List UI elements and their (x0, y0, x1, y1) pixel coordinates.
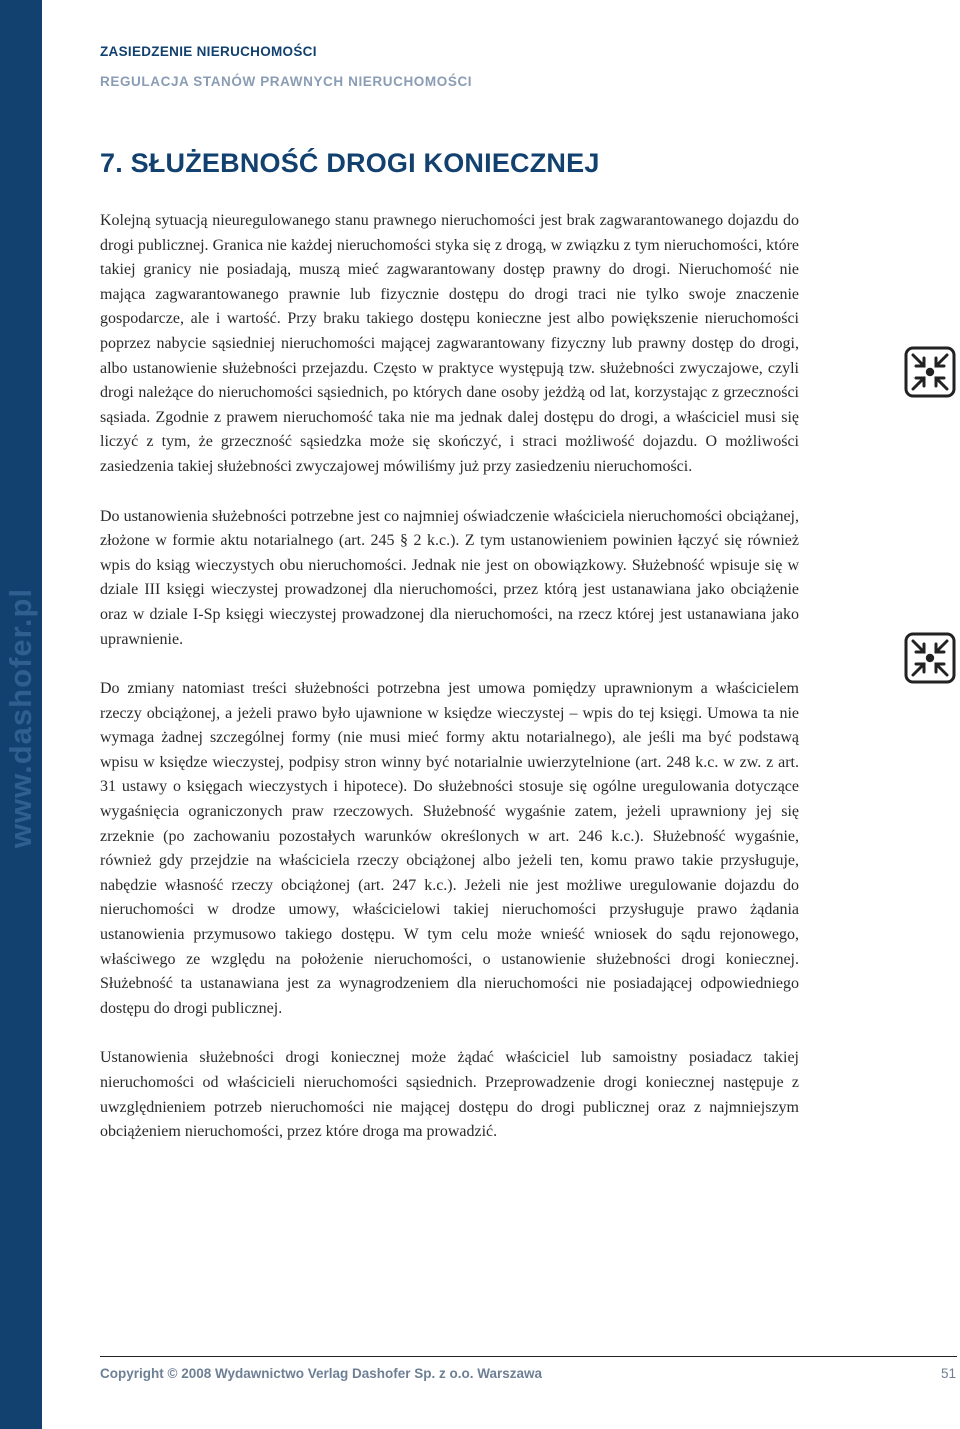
sidebar-band (0, 0, 42, 1429)
body-text (100, 209, 799, 1170)
sidebar-watermark: www.dashofer.pl (3, 587, 38, 849)
paragraph-4: Ustanowienia służebności drogi koniecznej może żądać właściciel lub samoistny posiadacz takiej nieruchomości od właścicieli nieruchomości sąsiednich. Przeprowadzenie drogi koniecznej następuje z uwzględnieniem potrzeb nieruchomości nie mającej dostępu do drogi publicznej oraz z najmniejszym obciążeniem nieruchomości, przez które droga ma prowadzić. (100, 1049, 799, 1141)
paragraph-1: Kolejną sytuacją nieuregulowanego stanu prawnego nieruchomości jest brak zagwarantowanego dojazdu do drogi publicznej. Granica nie każdej nieruchomości styka się z drogą, w związku z tym nieruchomości, które takiej granicy nie posiadają, muszą mieć zagwarantowany dostęp prawny do drogi. Nieruchomość nie mająca zagwarantowanego prawnie lub fizycznie dostępu do drogi traci nie tylko swoje znaczenie gospodarcze, ale i wartość. Przy braku takiego dostępu konieczne jest albo powiększenie nieruchomości poprzez nabycie sąsiedniej nieruchomości mającej zagwarantowany fizyczny lub prawny dostęp do drogi, albo ustanowienie służebności przejazdu. Często w praktyce występują tzw. służebności zwyczajowe, czyli drogi należące do nieruchomości sąsiednich, po których dane osoby jeżdżą od lat, korzystając z grzeczności sąsiada. Zgodnie z prawem nieruchomość taka nie ma jednak dalej dostępu do drogi, a właściciel musi się liczyć z tym, że grzeczność sąsiedzka może się skończyć, i straci możliwość dojazdu. O możliwości zasiedzenia takiej służebności zwyczajowej mówiliśmy już przy zasiedzeniu nieruchomości. (100, 212, 799, 475)
page-number: 51 (940, 1366, 956, 1381)
paragraph-2: Do ustanowienia służebności potrzebne jest co najmniej oświadczenie właściciela nieruchomości obciążanej, złożone w formie aktu notarialnego (art. 245 § 2 k.c.). Z tym ustanowieniem powinien łączyć się również wpis do ksiąg wieczystych obu nieruchomości. Jednak nie jest on obowiązkowy. Służebność wpisuje się w dziale III księgi wieczystej prowadzonej dla nieruchomości, przez którą jest ustanawiana jako obciążenie oraz w dziale I-Sp księgi wieczystej prowadzonej dla nieruchomości, na rzecz której jest ustanawiana jako uprawnienie. (100, 507, 799, 648)
footer-copyright: Copyright © 2008 Wydawnictwo Verlag Dashofer Sp. z o.o. Warszawa (100, 1366, 543, 1381)
footer-divider (100, 1356, 957, 1357)
converge-arrows-icon (904, 632, 956, 684)
running-header-subsection: REGULACJA STANÓW PRAWNYCH NIERUCHOMOŚCI (100, 74, 473, 89)
paragraph-3: Do zmiany natomiast treści służebności potrzebna jest umowa pomiędzy uprawnionym a właścicielem rzeczy obciążonej, a jeżeli prawo było ujawnione w księdze wieczystej – wpis do tej księgi. Umowa ta nie wymaga żadnej szczególnej formy (nie musi mieć formy aktu notarialnego), ale jeśli ma być podstawą wpisu w księdze wieczystej, podpisy stron winny być notarialnie uwierzytelnione (art. 248 k.c. w zw. z art. 31 ustawy o księgach wieczystych i hipotece). Do służebności stosuje się ogólne uregulowania dotyczące wygaśnięcia ograniczonych praw rzeczowych. Służebność wygaśnie zatem, jeżeli uprawniony jej się zrzeknie (po zachowaniu pozostałych warunków określonych w art. 246 k.c.). Służebność wygaśnie, również gdy przejdzie na właściciela rzeczy obciążonej albo jeżeli ten, komu prawo takie przysługuje, nabędzie własność rzeczy obciążonej (art. 247 k.c.). Jeżeli nie jest możliwe uregulowanie dojazdu do nieruchomości w drodze umowy, właścicielowi takiej nieruchomości przysługuje prawo żądania ustanowienia przymusowo takiego dostępu. W tym celu może wnieść wniosek do sądu rejonowego, właściwego ze względu na położenie nieruchomości, o ustanowienie służebności drogi koniecznej. Służebność ta ustanawiana jest za wynagrodzeniem dla nieruchomości nie posiadającej odpowiedniego dostępu do drogi publicznej. (100, 680, 799, 1017)
running-header-section: ZASIEDZENIE NIERUCHOMOŚCI (100, 44, 317, 59)
chapter-title: 7. SŁUŻEBNOŚĆ DROGI KONIECZNEJ (100, 148, 600, 178)
converge-arrows-icon (904, 346, 956, 398)
